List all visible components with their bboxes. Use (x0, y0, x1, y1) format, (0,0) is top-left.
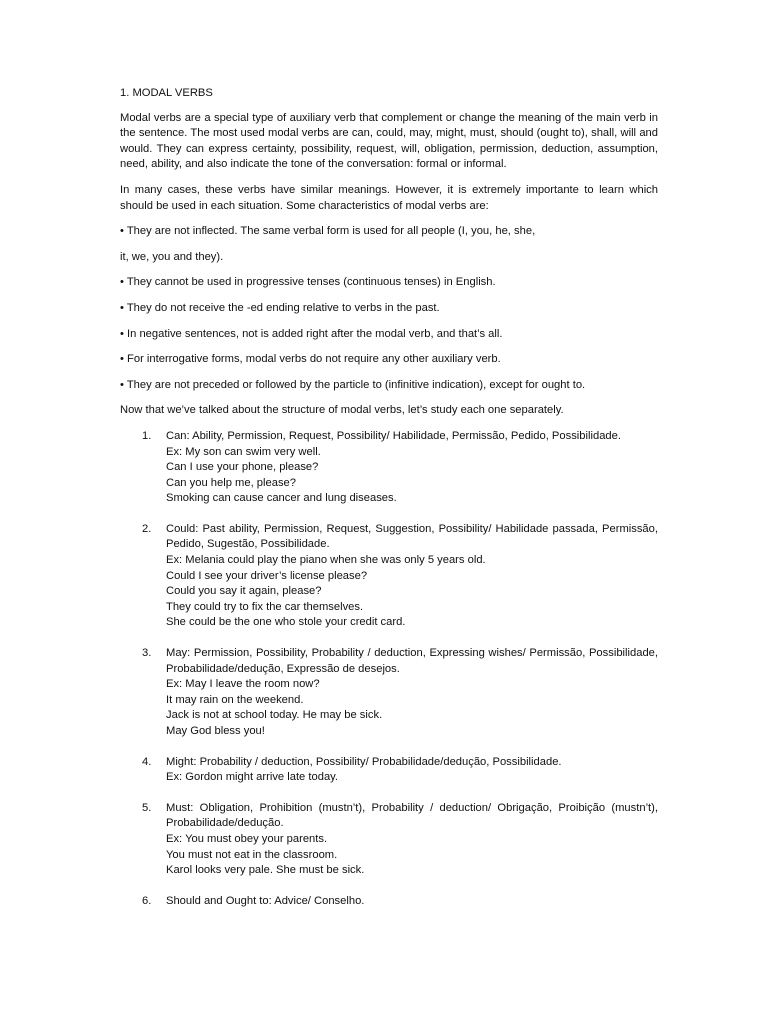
bullet-item: • They are not inflected. The same verbal form is used for all people (I, you, he, she, (120, 225, 536, 238)
example-line: Ex: Melania could play the piano when she was only 5 years old. (166, 554, 486, 567)
item-number: 6. (142, 894, 152, 907)
bullet-item: • They do not receive the -ed ending relative to verbs in the past. (120, 301, 440, 314)
item-heading: Might: Probability / deduction, Possibility/ Probabilidade/dedução, Possibilidade. (166, 755, 562, 768)
example-line: Ex: May I leave the room now? (166, 678, 320, 691)
example-line: Ex: Gordon might arrive late today. (166, 771, 339, 784)
modal-item-may (120, 646, 658, 740)
item-heading: Could: Past ability, Permission, Request, Suggestion, Possibility/ Habilidade passada, Permissão, Pedido, Sugestão, Possibilidade. (166, 522, 658, 551)
example-line: Can you help me, please? (166, 476, 296, 489)
item-number: 5. (142, 801, 152, 814)
item-number: 2. (142, 522, 152, 535)
item-number: 3. (142, 647, 152, 660)
example-line: You must not eat in the classroom. (166, 848, 338, 861)
transition-paragraph: Now that we’ve talked about the structure of modal verbs, let’s study each one separately. (120, 404, 564, 417)
modal-item-can (120, 429, 658, 507)
bullet-item: • In negative sentences, not is added right after the modal verb, and that’s all. (120, 327, 503, 340)
item-heading: Should and Ought to: Advice/ Conselho. (166, 894, 365, 907)
example-line: Ex: You must obey your parents. (166, 832, 328, 845)
example-line: May God bless you! (166, 725, 265, 737)
modal-item-might (120, 755, 658, 786)
item-heading: May: Permission, Possibility, Probability / deduction, Expressing wishes/ Permissão, Possibilidade, Probabilidade/dedução, Expressão de desejos. (166, 647, 658, 675)
example-line: Could I see your driver’s license please? (166, 569, 368, 582)
example-line: She could be the one who stole your credit card. (166, 616, 406, 629)
modal-item-should (120, 894, 658, 910)
bullet-item: • They are not preceded or followed by the particle to (infinitive indication), except for ought to. (120, 378, 586, 391)
item-number: 4. (142, 755, 152, 768)
item-number: 1. (142, 429, 152, 442)
example-line: Karol looks very pale. She must be sick. (166, 864, 365, 877)
example-line: Ex: My son can swim very well. (166, 445, 321, 458)
example-line: Smoking can cause cancer and lung diseases. (166, 492, 397, 505)
example-line: They could try to fix the car themselves. (166, 600, 364, 613)
item-heading: Can: Ability, Permission, Request, Possibility/ Habilidade, Permissão, Pedido, Possibilidade. (166, 429, 621, 442)
example-line: Could you say it again, please? (166, 585, 322, 598)
item-heading: Must: Obligation, Prohibition (mustn’t), Probability / deduction/ Obrigação, Proibição (mustn’t), Probabilidade/dedução. (166, 801, 658, 830)
modal-item-could (120, 522, 658, 631)
example-line: Jack is not at school today. He may be sick. (166, 709, 383, 722)
section-title: 1. MODAL VERBS (120, 87, 213, 99)
modal-item-must (120, 801, 658, 879)
example-line: Can I use your phone, please? (166, 461, 319, 474)
bullet-item: it, we, you and they). (120, 250, 224, 263)
modal-verbs-list (120, 429, 658, 909)
example-line: It may rain on the weekend. (166, 693, 304, 706)
bullet-item: • They cannot be used in progressive tenses (continuous tenses) in English. (120, 276, 496, 289)
bullet-item: • For interrogative forms, modal verbs do not require any other auxiliary verb. (120, 353, 501, 366)
intro-paragraph: In many cases, these verbs have similar meanings. However, it is extremely importante to learn which should be used in each situation. Some characteristics of modal verbs are: (120, 183, 658, 212)
intro-paragraph: Modal verbs are a special type of auxiliary verb that complement or change the meaning of the main verb in the sentence. The most used modal verbs are can, could, may, might, must, should (ought to), shall, will and would. They can express certainty, possibility, request, will, obligation, permission, deduction, assumption, need, ability, and also indicate the tone of the conversation: formal or informal. (120, 111, 658, 171)
